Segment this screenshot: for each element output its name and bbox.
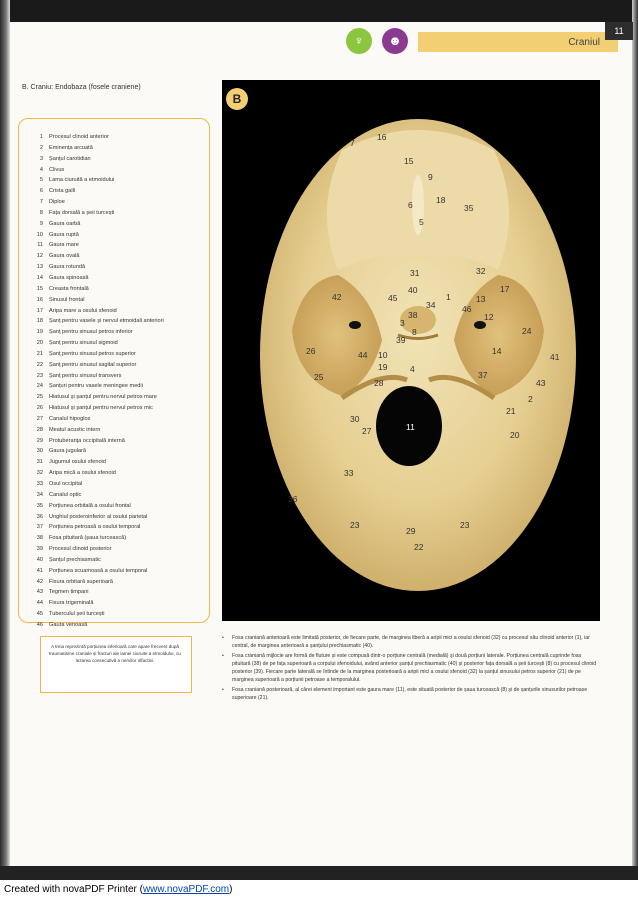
legend-text: Șanț pentru sinusul transvers — [49, 372, 122, 379]
legend-number: 39 — [36, 546, 43, 553]
legend-number: 13 — [36, 264, 43, 271]
legend-box — [18, 118, 210, 628]
legend-item — [27, 284, 207, 295]
legend-number: 23 — [36, 372, 43, 379]
legend-item — [27, 512, 207, 523]
legend-item — [27, 425, 207, 436]
legend-item — [27, 414, 207, 425]
legend-number: 37 — [36, 524, 43, 531]
legend-text: Meatul acustic intern — [49, 426, 101, 433]
section-title: B. Craniu: Endobaza (fosele craniene) — [22, 84, 141, 91]
scan-right-edge — [632, 0, 638, 880]
legend-number: 24 — [36, 383, 43, 390]
skull-label: 5 — [419, 217, 424, 227]
skull-label: 15 — [404, 156, 414, 166]
legend-item — [27, 501, 207, 512]
legend-text: Șanț pentru sinusul petros inferior — [49, 329, 133, 336]
legend-text: Clivus — [49, 166, 65, 173]
legend-number: 3 — [39, 155, 43, 162]
legend-number: 42 — [36, 578, 43, 585]
skull-label: 9 — [428, 172, 433, 182]
skull-label: 23 — [350, 520, 360, 530]
skull-label: 33 — [344, 468, 354, 478]
legend-text: Diploe — [49, 199, 65, 206]
legend-number: 21 — [36, 350, 43, 357]
clinical-note-box — [40, 636, 192, 693]
legend-item — [27, 219, 207, 230]
legend-text: Aripa mare a osului sfenoid — [49, 307, 117, 314]
skull-label: 13 — [476, 294, 486, 304]
legend-item — [27, 165, 207, 176]
skull-label: 31 — [410, 268, 420, 278]
skull-label: 24 — [522, 326, 532, 336]
legend-number: 15 — [36, 285, 43, 292]
legend-text: Hiatusul și șanțul pentru nervul petros mic — [49, 405, 153, 412]
legend-number: 17 — [36, 307, 43, 314]
legend-text: Gaura venoasă — [49, 621, 88, 628]
skull-label: 4 — [410, 364, 415, 374]
legend-number: 31 — [36, 459, 43, 466]
legend-text: Eminența arcuată — [49, 144, 93, 151]
description-bullet: • Fosa craniană mijlocie are formă de fluture și este compusă dintr-o porțiune centrală (medială) și două porțiuni laterale. Porțiunea centrală cuprinde fosa pituitară (38) de pe fața superioară a corpului sfenoidului, având anterior șanțul prechiasmatic (40) și posterior fața dorsală a șeii turcești (8) cu procesul clinoid posterior (39). Fiecare parte laterală se întinde de la marginea posterioară a aripii mici a osului sfenoid (32) la șanțul sinusului petros superior (21) de pe marginea superioară a porțiunii petroase a temporalului. — [222, 652, 600, 685]
legend-number: 43 — [36, 589, 43, 596]
legend-item — [27, 577, 207, 588]
legend-text: Canalul hipoglos — [49, 415, 91, 422]
legend-item — [27, 316, 207, 327]
legend-text: Gaura rotundă — [49, 264, 86, 271]
legend-item — [27, 197, 207, 208]
skull-label: 46 — [462, 304, 472, 314]
footer-suffix: ) — [229, 884, 233, 895]
optic-canal-right — [474, 321, 486, 329]
optic-canal-left — [349, 321, 361, 329]
skull-label: 43 — [536, 378, 546, 388]
legend-number: 26 — [36, 405, 43, 412]
legend-number: 10 — [36, 231, 43, 238]
legend-text: Gaura mare — [49, 242, 79, 249]
legend-number: 27 — [36, 415, 43, 422]
legend-text: Procesul clinoid anterior — [49, 134, 109, 140]
legend-number: 8 — [39, 209, 43, 216]
legend-text: Gaura ruptă — [49, 231, 79, 238]
legend-text: Crista galli — [49, 188, 76, 195]
sella-turcica — [400, 306, 436, 334]
skull-label: 44 — [358, 350, 368, 360]
legend-text: Hiatusul și șanțul pentru nervul petros mare — [49, 394, 157, 401]
legend-number: 20 — [36, 340, 43, 347]
legend-number: 34 — [36, 491, 43, 498]
legend-item — [27, 327, 207, 338]
clinical-note-text: A treia reprezintă porțiunea inferioară care apare frecvent după traumatisme craniale și fracturi ale lamei ciuruite a etmoidului, cu lezarea consecutivă a nervilor olfactivi. — [49, 644, 181, 663]
legend-number: 33 — [36, 481, 43, 487]
skull-label: 42 — [332, 292, 342, 302]
legend-text: Tegmen timpani — [49, 589, 89, 596]
legend-number: 18 — [36, 318, 43, 325]
skull-label: 25 — [314, 372, 324, 382]
description-bullet: • Fosa craniană posterioară, al cărei element important este gaura mare (11), este situată posterior de șaua turcească (8) și de șanțurile sinusurilor petroase superioare (21). — [222, 686, 600, 703]
skull-label: 36 — [288, 494, 298, 504]
legend-item — [27, 587, 207, 598]
legend-item — [27, 555, 207, 566]
legend-item — [27, 522, 207, 533]
legend-number: 22 — [36, 361, 43, 368]
skull-label: 2 — [528, 394, 533, 404]
legend-text: Lama ciuruită a etmoidului — [49, 177, 115, 184]
skull-label: 41 — [550, 352, 560, 362]
page-number: 11 — [605, 22, 633, 40]
skull-label: 32 — [476, 266, 486, 276]
skull-label: 28 — [374, 378, 384, 388]
legend-number: 29 — [36, 437, 43, 444]
legend-text: Creasta frontală — [49, 285, 89, 292]
legend-number: 5 — [39, 177, 43, 184]
legend-item — [27, 403, 207, 414]
skull-label: 1 — [446, 292, 451, 302]
skull-label: 17 — [500, 284, 510, 294]
footer-credit — [4, 884, 232, 895]
skull-label: 18 — [436, 195, 446, 205]
legend-number: 45 — [36, 611, 43, 618]
skull-label: 35 — [464, 203, 474, 213]
legend-item — [27, 251, 207, 262]
legend-item — [27, 273, 207, 284]
legend-item — [27, 306, 207, 317]
legend-text: Jugumul osului sfenoid — [49, 459, 106, 466]
skull-label: 27 — [362, 426, 372, 436]
skull-label: 39 — [396, 335, 406, 345]
legend-text: Gaura ovală — [49, 253, 80, 260]
skull-label: 20 — [510, 430, 520, 440]
skull-label: 37 — [478, 370, 488, 380]
legend-text: Fața dorsală a șeii turcești — [49, 209, 115, 216]
legend-item — [27, 457, 207, 468]
legend-item — [27, 186, 207, 197]
legend-text: Șanțul prechiasmatic — [49, 556, 101, 563]
legend-text: Șanțuri pentru vasele meningee medii — [49, 383, 143, 390]
legend-text: Unghiul posteroinferior al osului parietal — [49, 513, 148, 520]
legend-text: Canalul optic — [49, 491, 82, 498]
legend-text: Porțiunea orbitală a osului frontal — [49, 502, 131, 509]
legend-item — [27, 598, 207, 609]
legend-item — [27, 360, 207, 371]
legend-text: Fisura orbitară superioară — [49, 578, 114, 585]
legend-number: 36 — [36, 513, 43, 520]
skull-label: 19 — [378, 362, 388, 372]
legend-item — [27, 371, 207, 382]
legend-number: 11 — [37, 242, 43, 249]
legend-text: Gaura oarbă — [49, 220, 81, 227]
scan-top-edge — [0, 0, 638, 22]
skull-label: 23 — [460, 520, 470, 530]
scan-left-edge — [0, 0, 10, 880]
legend-text: Procesul clinoid posterior — [49, 546, 112, 553]
legend-item — [27, 533, 207, 544]
legend-item — [27, 295, 207, 306]
skull-label: 22 — [414, 542, 424, 552]
skull-label: 45 — [388, 293, 398, 303]
skull-label: 40 — [408, 285, 418, 295]
legend-number: 19 — [36, 329, 43, 336]
legend-number: 12 — [36, 253, 43, 260]
legend-text: Șanț pentru vasele și nervul etmoidali anteriori — [49, 318, 164, 325]
legend-text: Fisura trigeminală — [49, 600, 94, 607]
head-icon: ☻ — [382, 28, 408, 54]
skull-label: 12 — [484, 312, 494, 322]
legend-item — [27, 392, 207, 403]
footer-prefix: Created with novaPDF Printer ( — [4, 884, 143, 895]
legend-text: Șanț pentru sinusul sagital superior — [49, 361, 137, 368]
skull-label: 10 — [378, 350, 388, 360]
legend-number: 41 — [36, 567, 43, 574]
skull-label: 21 — [506, 406, 516, 416]
legend-text: Osul occipital — [49, 481, 83, 487]
legend-item — [27, 436, 207, 447]
legend-item — [27, 240, 207, 251]
legend-number: 7 — [39, 199, 43, 206]
legend-number: 44 — [36, 600, 43, 607]
legend-item — [27, 381, 207, 392]
description-bullets — [222, 634, 600, 703]
legend-number: 9 — [39, 220, 43, 227]
skull-label: 6 — [408, 200, 413, 210]
legend-text: Șanț pentru sinusul sigmoid — [49, 340, 118, 347]
legend-number: 4 — [39, 166, 43, 173]
legend-item — [27, 490, 207, 501]
legend-number: 28 — [36, 426, 43, 433]
legend-item — [27, 208, 207, 219]
skull-label: 16 — [377, 132, 387, 142]
legend-text: Aripa mică a osului sfenoid — [49, 470, 116, 477]
legend-number: 1 — [39, 134, 43, 140]
legend-number: 14 — [36, 274, 43, 281]
legend-item — [27, 468, 207, 479]
legend-text: Fosa pituitară (șaua turcească) — [49, 535, 127, 542]
legend-item — [27, 609, 207, 620]
legend-text: Șanțul carotidian — [49, 155, 91, 162]
legend-item — [27, 446, 207, 457]
skull-label: 8 — [412, 327, 417, 337]
legend-number: 46 — [36, 621, 43, 628]
legend-text: Gaura spinoasă — [49, 274, 89, 281]
figure-letter: B — [226, 88, 248, 110]
legend-item — [27, 479, 207, 490]
legend-text: Șanț pentru sinusul petros superior — [49, 350, 136, 357]
skull-label: 14 — [492, 346, 502, 356]
legend-text: Sinusul frontal — [49, 296, 85, 303]
legend-text: Gaura jugulară — [49, 448, 87, 455]
legend-number: 25 — [36, 394, 43, 401]
legend-number: 16 — [36, 296, 43, 303]
legend-item — [27, 175, 207, 186]
footer-link[interactable]: www.novaPDF.com — [142, 884, 230, 895]
skull-label: 7 — [350, 138, 355, 148]
scan-bottom-edge — [0, 866, 638, 880]
legend-number: 35 — [36, 502, 43, 509]
legend-list — [27, 132, 207, 631]
skull-label: 3 — [400, 318, 405, 328]
chapter-title: Craniul — [568, 37, 600, 48]
legend-number: 40 — [36, 556, 43, 563]
legend-number: 38 — [36, 535, 43, 542]
legend-item — [27, 349, 207, 360]
legend-text: Porțiunea scuamoasă a osului temporal — [49, 567, 148, 574]
legend-text: Porțiunea petroasă a osului temporal — [49, 524, 141, 531]
legend-text: Protuberanța occipitală internă — [49, 437, 125, 444]
legend-number: 30 — [36, 448, 43, 455]
legend-item — [27, 620, 207, 631]
skull-label: 26 — [306, 346, 316, 356]
description-bullet: • Fosa craniană anterioară este limitată posterior, de fiecare parte, de marginea liberă a aripii mici a osului sfenoid (32) cu procesul său clinoid anterior (1), iar central, de marginea anterioară a șanțului prechiasmatic (40). — [222, 634, 600, 651]
legend-item — [27, 154, 207, 165]
skull-label: 11 — [406, 422, 415, 432]
skull-label: 29 — [406, 526, 416, 536]
skull-label: 30 — [350, 414, 360, 424]
skull-label: 38 — [408, 310, 418, 320]
legend-item — [27, 262, 207, 273]
legend-item — [27, 132, 207, 143]
legend-number: 32 — [36, 470, 43, 477]
legend-number: 2 — [39, 144, 43, 151]
tooth-icon: ♆ — [346, 28, 372, 54]
legend-item — [27, 544, 207, 555]
skull-label: 34 — [426, 300, 436, 310]
legend-item — [27, 338, 207, 349]
legend-item — [27, 566, 207, 577]
legend-text: Tuberculul șeii turcești — [49, 611, 105, 618]
legend-item — [27, 230, 207, 241]
legend-number: 6 — [39, 188, 43, 195]
legend-item — [27, 143, 207, 154]
